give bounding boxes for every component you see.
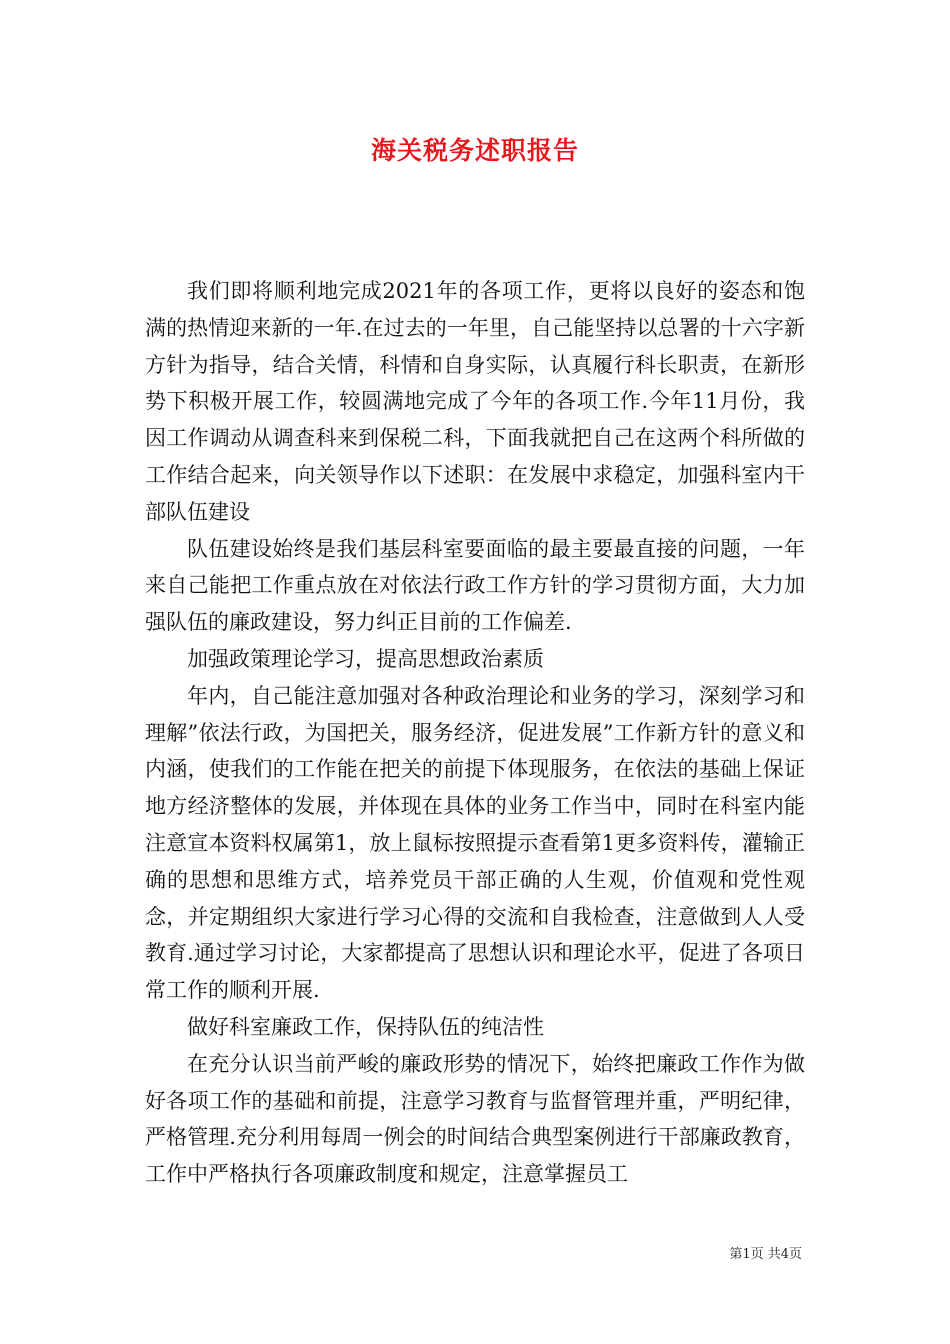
paragraph-integrity: 在充分认识当前严峻的廉政形势的情况下，始终把廉政工作作为做好各项工作的基础和前提，注意学习教育与监督管理并重，严明纪律，严格管理.充分利用每周一例会的时间结合典型案例进行干部廉政教育，工作中严格执行各项廉政制度和规定，注意掌握员工 [145,1051,805,1187]
paragraph-team-building: 队伍建设始终是我们基层科室要面临的最主要最直接的问题，一年来自己能把工作重点放在对依法行政工作方针的学习贯彻方面，大力加强队伍的廉政建设，努力纠正目前的工作偏差. [145,536,805,635]
page-number-footer: 第1页 共4页 [729,1247,802,1262]
paragraph-theory-study: 年内，自己能注意加强对各种政治理论和业务的学习，深刻学习和理解”依法行政，为国把关，服务经济，促进发展”工作新方针的意义和内涵，使我们的工作能在把关的前提下体现服务，在依法的基础上保证地方经济整体的发展，并体现在具体的业务工作当中，同时在科室内能注意宣本资料权属第1，放上鼠标按照提示查看第1更多资料传，灌输正确的思想和思维方式，培养党员干部正确的人生观，价值观和党性观念，并定期组织大家进行学习心得的交流和自我检查，注意做到人人受教育.通过学习讨论，大家都提高了思想认识和理论水平，促进了各项日常工作的顺利开展. [145,683,805,1003]
section-heading-theory-study: 加强政策理论学习，提高思想政治素质 [187,646,544,671]
section-heading-integrity: 做好科室廉政工作，保持队伍的纯洁性 [187,1014,544,1039]
paragraph-intro: 我们即将顺利地完成2021年的各项工作，更将以良好的姿态和饱满的热情迎来新的一年.在过去的一年里，自己能坚持以总署的十六字新方针为指导，结合关情，科情和自身实际，认真履行科长职责，在新形势下积极开展工作，较圆满地完成了今年的各项工作.今年11月份，我因工作调动从调查科来到保税二科，下面我就把自己在这两个科所做的工作结合起来，向关领导作以下述职：在发展中求稳定，加强科室内干部队伍建设 [145,279,805,524]
document-title: 海关税务述职报告 [370,136,579,165]
document-body [145,273,805,1193]
